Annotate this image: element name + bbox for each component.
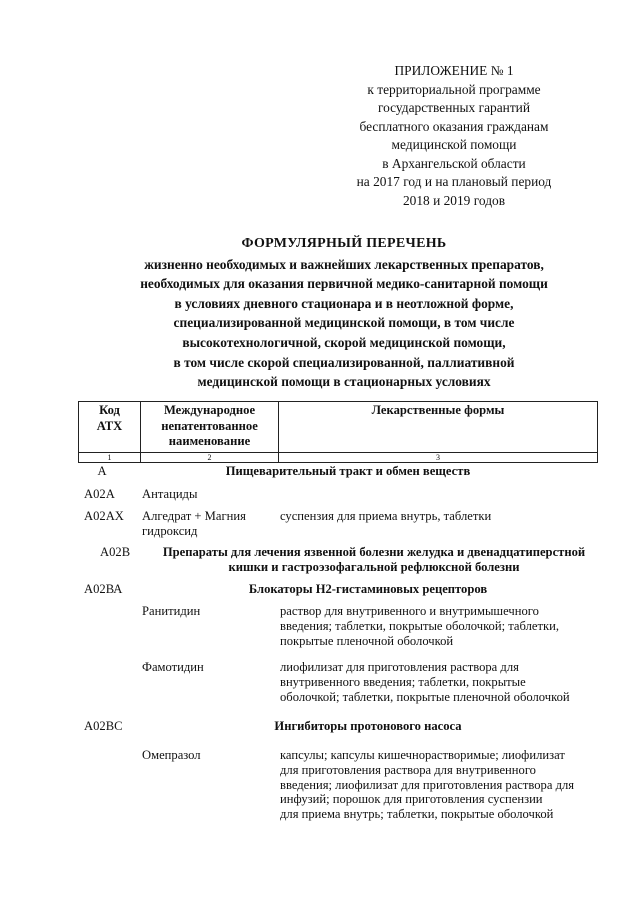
annex-line: государственных гарантий [377, 100, 531, 115]
inn-name: Омепразол [142, 748, 201, 762]
header-inn: Международное непатентованное наименование [141, 402, 279, 453]
title-line: специализированной медицинской помощи, в том числе [173, 315, 515, 331]
section-heading: Ингибиторы протонового насоса [274, 719, 462, 733]
inn-name: Ранитидин [142, 604, 201, 618]
header-code: Код АТХ [79, 402, 141, 453]
annex-line: медицинской помощи [391, 137, 517, 152]
title-heading: ФОРМУЛЯРНЫЙ ПЕРЕЧЕНЬ [241, 236, 447, 251]
atc-code: А02АХ [84, 509, 124, 523]
inn-name: Алгедрат + Магния гидроксид [142, 509, 246, 538]
annex-line: к территориальной программе [367, 81, 541, 97]
header-forms: Лекарственные формы [279, 402, 598, 453]
atc-code: А [97, 464, 107, 478]
table-header [78, 401, 598, 463]
dosage-forms: суспензия для приема внутрь, таблетки [280, 509, 492, 523]
title-line: в том числе скорой специализированной, паллиативной [173, 354, 515, 370]
annex-line: в Архангельской области [382, 155, 526, 171]
column-number: 1 [79, 453, 141, 463]
atc-code: А02В [100, 545, 131, 559]
title-line: в условиях дневного стационара и в неотложной форме, [174, 295, 514, 311]
dosage-forms: лиофилизат для приготовления раствора для внутривенного введения; таблетки, покрытые оболочкой; таблетки, покрытые пленочной оболочкой [280, 660, 570, 704]
section-heading: Блокаторы Н2-гистаминовых рецепторов [248, 582, 488, 596]
section-heading: Пищеварительный тракт и обмен веществ [225, 464, 471, 478]
annex-block [340, 62, 568, 210]
title-line: медицинской помощи в стационарных условиях [197, 374, 491, 390]
title-line: необходимых для оказания первичной медико-санитарной помощи [140, 276, 548, 292]
annex-line: ПРИЛОЖЕНИЕ № 1 [394, 63, 514, 78]
annex-line: 2018 и 2019 годов [402, 192, 506, 208]
inn-name: Фамотидин [142, 660, 204, 674]
annex-line: на 2017 год и на плановый период [356, 174, 552, 189]
atc-code: А02ВА [84, 582, 123, 596]
section-heading: Препараты для лечения язвенной болезни желудка и двенадцатиперстной кишки и гастроэзофагальной рефлюксной болезни [162, 545, 586, 574]
annex-line: бесплатного оказания гражданам [359, 118, 549, 134]
atc-code: А02ВС [84, 719, 123, 733]
dosage-forms: раствор для внутривенного и внутримышечного введения; таблетки, покрытые оболочкой; таблетки, покрытые пленочной оболочкой [280, 604, 559, 648]
dosage-forms: капсулы; капсулы кишечнорастворимые; лиофилизат для приготовления раствора для внутривенного введения; лиофилизат для приготовления раствора для инфузий; порошок для приготовления суспензии для приема внутрь; таблетки, покрытые оболочкой [280, 748, 575, 822]
title-line: высокотехнологичной, скорой медицинской помощи, [182, 334, 506, 350]
inn-name: Антациды [142, 487, 198, 501]
atc-code: А02А [84, 487, 115, 501]
document-title [70, 234, 618, 392]
title-line: жизненно необходимых и важнейших лекарственных препаратов, [144, 256, 544, 272]
column-number: 3 [279, 453, 598, 463]
column-number: 2 [141, 453, 279, 463]
